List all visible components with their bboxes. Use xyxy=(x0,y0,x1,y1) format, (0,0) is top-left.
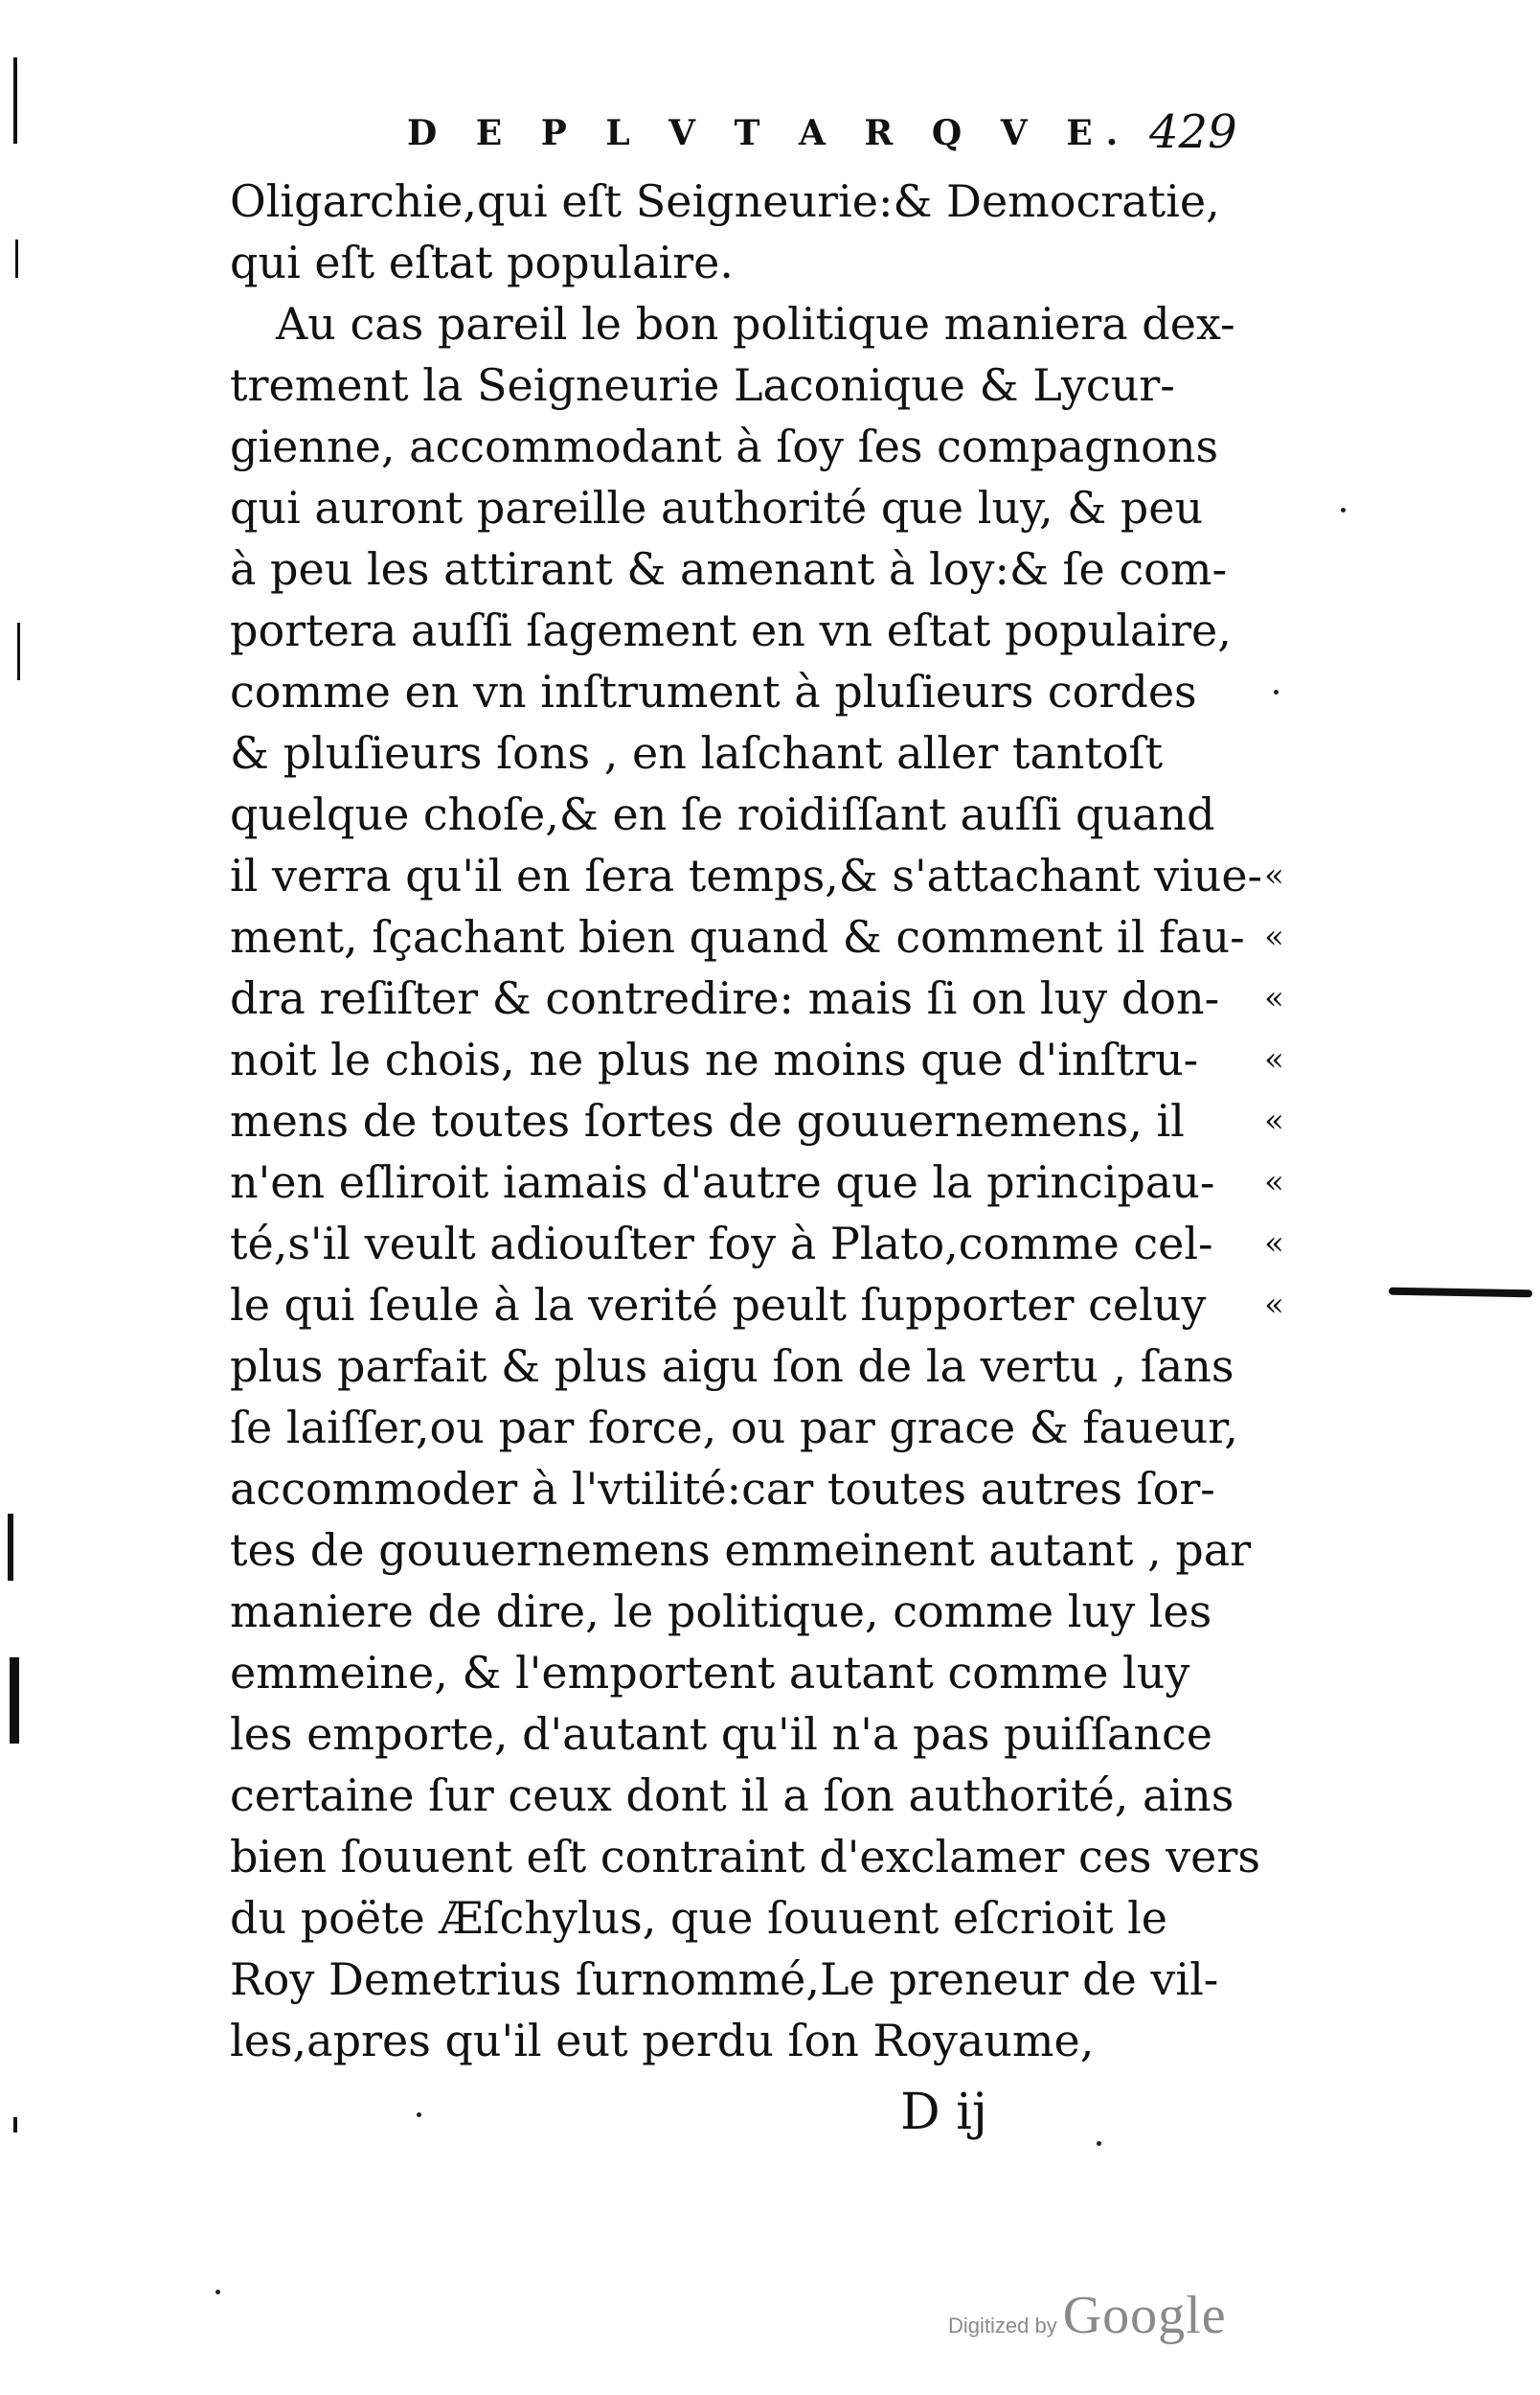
text-line xyxy=(230,1213,1293,1274)
text-line xyxy=(230,1642,1293,1703)
text-line-content: ſe laiſſer,ou par force, ou par grace & faueur, xyxy=(230,1402,1238,1453)
ink-speck xyxy=(1341,508,1346,513)
text-line xyxy=(230,1274,1293,1335)
text-line xyxy=(230,722,1293,784)
text-line-content: noit le chois, ne plus ne moins que d'inſtru- xyxy=(230,1034,1199,1085)
text-line-content: les emporte, d'autant qu'il n'a pas puiſſance xyxy=(230,1708,1212,1760)
text-line xyxy=(230,2010,1293,2071)
scan-edge-mark xyxy=(13,57,17,144)
scan-edge-mark xyxy=(10,1657,19,1744)
text-line-content: plus parfait & plus aigu ſon de la vertu , ſans xyxy=(230,1340,1234,1392)
text-line-content: portera auſſi ſagement en vn eſtat populaire, xyxy=(230,604,1232,656)
text-line-content: les,apres qu'il eut perdu ſon Royaume, xyxy=(230,2015,1095,2066)
scan-edge-mark xyxy=(13,2117,17,2133)
text-line xyxy=(230,1397,1293,1458)
text-line-content: Roy Demetrius ſurnommé,Le preneur de vil- xyxy=(230,1953,1219,2005)
text-line-content: bien ſouuent eſt contraint d'exclamer ces vers xyxy=(230,1831,1260,1882)
text-line xyxy=(230,477,1293,538)
text-line xyxy=(230,1581,1293,1642)
text-line-content: gienne, accommodant à ſoy ſes compagnons xyxy=(230,421,1219,472)
text-line xyxy=(230,1703,1293,1765)
text-line xyxy=(230,1335,1293,1397)
text-line-content: accommoder à l'vtilité:car toutes autres ſor- xyxy=(230,1463,1215,1515)
text-line xyxy=(230,1458,1293,1519)
text-line-content: dra reſiſter & contredire: mais ſi on luy don- xyxy=(230,972,1220,1024)
signature-mark: D ij xyxy=(900,2084,987,2141)
text-line xyxy=(230,661,1293,722)
ink-speck xyxy=(1097,2141,1101,2146)
text-line-content: qui eſt eſtat populaire. xyxy=(230,237,734,288)
text-line-content: & pluſieurs ſons , en laſchant aller tantoſt xyxy=(230,727,1164,779)
text-line xyxy=(230,968,1293,1029)
text-line-content: certaine ſur ceux dont il a ſon authorité, ains xyxy=(230,1769,1234,1821)
marginal-quote-mark: « xyxy=(1264,1163,1284,1201)
watermark-prefix: Digitized by xyxy=(948,2314,1057,2338)
watermark-brand: Google xyxy=(1062,2286,1227,2345)
text-line-content: qui auront pareille authorité que luy, & peu xyxy=(230,482,1204,534)
text-line xyxy=(230,1826,1293,1887)
text-line xyxy=(230,171,1293,232)
text-line-content: mens de toutes ſortes de gouuernemens, il xyxy=(230,1095,1185,1147)
text-line-content: ment, ſçachant bien quand & comment il fau- xyxy=(230,911,1245,963)
digitization-watermark xyxy=(948,2285,1227,2346)
body-text xyxy=(230,171,1293,2071)
marginal-quote-mark: « xyxy=(1264,856,1284,895)
text-line-content: quelque choſe,& en ſe roidiſſant auſſi quand xyxy=(230,788,1215,840)
text-line-content: à peu les attirant & amenant à loy:& ſe com- xyxy=(230,543,1227,595)
text-line xyxy=(230,845,1293,906)
text-line-content: té,s'il veult adiouſter foy à Plato,comme cel- xyxy=(230,1218,1213,1269)
text-line-content: tes de gouuernemens emmeinent autant , par xyxy=(230,1524,1252,1576)
running-head: D E P L V T A R Q V E. xyxy=(407,113,1132,153)
margin-ink-stroke xyxy=(1389,1288,1532,1298)
text-line-content: maniere de dire, le politique, comme luy les xyxy=(230,1585,1212,1637)
text-line xyxy=(230,416,1293,477)
text-line xyxy=(230,1090,1293,1152)
text-line xyxy=(230,1765,1293,1826)
text-line-content: Au cas pareil le bon politique maniera dex- xyxy=(276,298,1235,350)
text-line-content: comme en vn inſtrument à pluſieurs cordes xyxy=(230,666,1197,718)
text-line xyxy=(230,600,1293,661)
text-line xyxy=(230,232,1293,293)
text-line-content: du poëte Æſchylus, que ſouuent eſcrioit le xyxy=(230,1892,1168,1944)
marginal-quote-mark: « xyxy=(1264,1224,1284,1263)
text-line-content: Oligarchie,qui eſt Seigneurie:& Democratie, xyxy=(230,175,1220,227)
marginal-quote-mark: « xyxy=(1264,1102,1284,1140)
text-line xyxy=(230,538,1293,600)
text-line-content: le qui ſeule à la verité peult ſupporter celuy xyxy=(230,1279,1207,1331)
text-line-content: emmeine, & l'emportent autant comme luy xyxy=(230,1647,1190,1699)
scan-edge-mark xyxy=(17,623,20,680)
text-line xyxy=(230,1887,1293,1949)
text-line xyxy=(230,293,1293,354)
marginal-quote-mark: « xyxy=(1264,918,1284,956)
ink-speck xyxy=(417,2112,421,2117)
text-line xyxy=(230,906,1293,968)
text-line-content: n'en eſliroit iamais d'autre que la principau- xyxy=(230,1156,1215,1208)
page-number: 429 xyxy=(1149,105,1237,159)
text-line xyxy=(230,1029,1293,1090)
text-line xyxy=(230,1949,1293,2010)
text-line xyxy=(230,784,1293,845)
marginal-quote-mark: « xyxy=(1264,979,1284,1017)
scan-edge-mark xyxy=(8,1514,13,1581)
marginal-quote-mark: « xyxy=(1264,1286,1284,1324)
text-line xyxy=(230,1519,1293,1581)
text-line-content: il verra qu'il en ſera temps,& s'attachant viue- xyxy=(230,850,1263,901)
text-line xyxy=(230,354,1293,416)
scan-edge-mark xyxy=(15,240,18,278)
text-line xyxy=(230,1152,1293,1213)
marginal-quote-mark: « xyxy=(1264,1040,1284,1079)
ink-speck xyxy=(215,2290,220,2294)
text-line-content: trement la Seigneurie Laconique & Lycur- xyxy=(230,359,1175,411)
